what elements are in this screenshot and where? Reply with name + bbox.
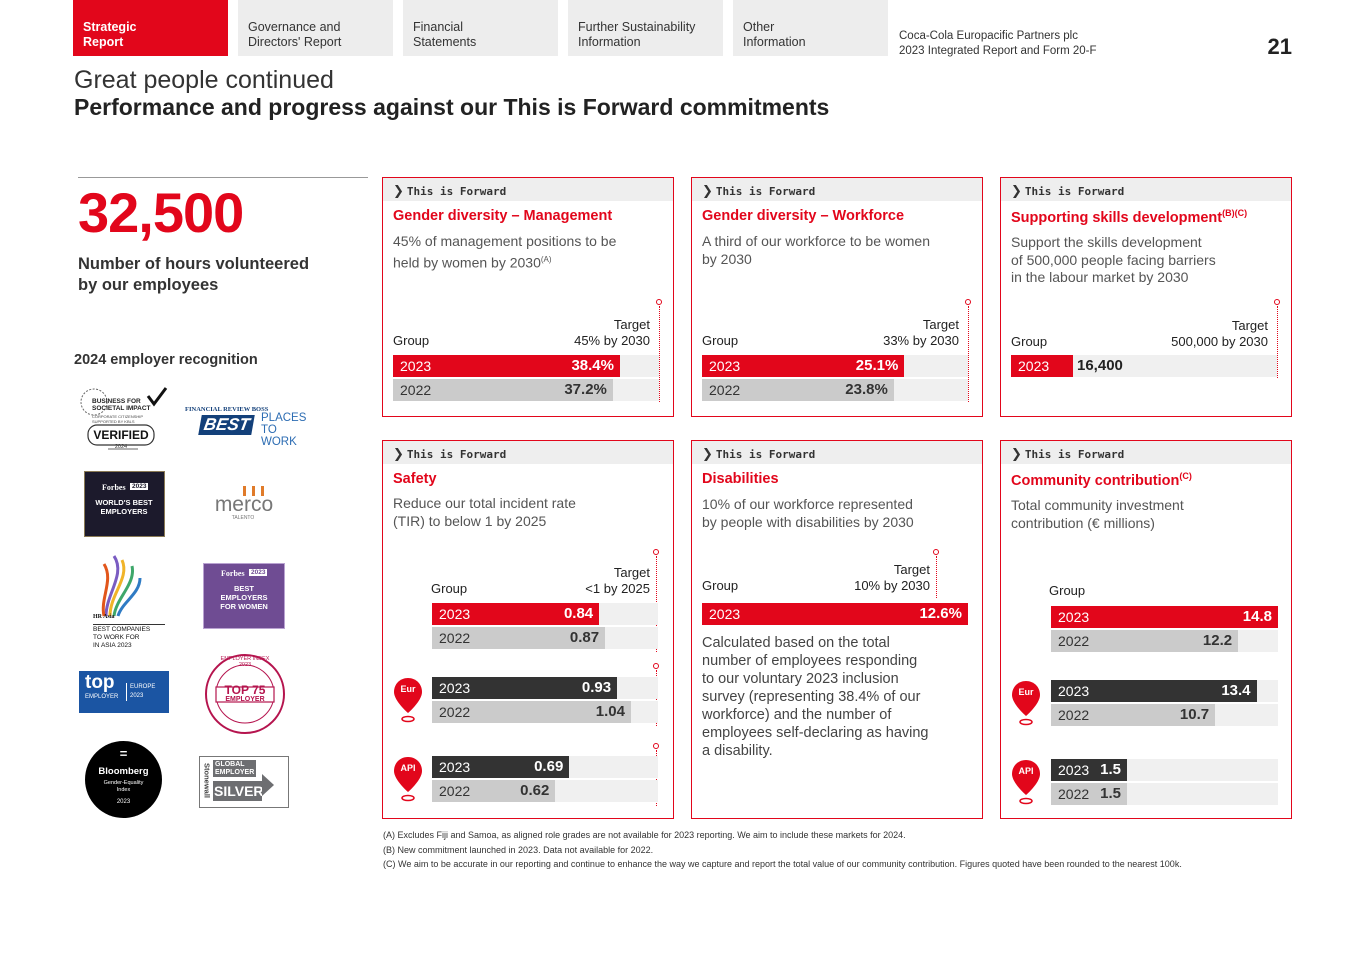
bar-api-2022 — [432, 780, 555, 802]
top75-sub: EMPLOYER — [225, 696, 265, 703]
group-label: Group — [1011, 334, 1048, 349]
bar-year: 2023 — [439, 680, 471, 696]
bar-track — [702, 603, 968, 625]
target-marker — [1274, 299, 1280, 305]
bar-2023 — [1011, 355, 1073, 377]
target-value: 500,000 by 2030 — [1171, 334, 1268, 349]
target-word: Target — [613, 565, 650, 580]
bar-track — [702, 379, 968, 401]
stonewall-silver: SILVER — [214, 783, 264, 799]
target-value: 33% by 2030 — [883, 333, 959, 348]
merco-talento-logo — [203, 483, 283, 525]
bar-2022 — [393, 379, 613, 401]
bloomberg-equal-icon: = — [119, 746, 128, 761]
card-disabilities — [691, 440, 983, 819]
card-title — [1011, 471, 1192, 489]
bar-value: 1.5 — [1100, 761, 1121, 778]
publication-info: Coca-Cola Europacific Partners plc 2023 Integrated Report and Form 20-F — [899, 30, 1097, 57]
top75-ring-text: EMPLOYER INDEX 2023 — [220, 656, 270, 668]
target-label — [585, 565, 650, 597]
bar-value: 16,400 — [1077, 357, 1123, 374]
bar-year: 2023 — [439, 759, 471, 775]
target-marker — [656, 299, 662, 305]
target-line — [968, 306, 969, 402]
bar-track — [1051, 759, 1278, 781]
bar-value: 1.5 — [1100, 785, 1121, 802]
target-word: Target — [893, 562, 930, 577]
forbes1-year: 2023 — [132, 483, 147, 490]
bar-track — [1051, 606, 1278, 628]
target-label — [574, 317, 650, 349]
bar-year: 2023 — [400, 358, 432, 374]
card-header — [1001, 441, 1291, 464]
bar-api-2022 — [1051, 783, 1127, 805]
bar-year: 2022 — [1058, 707, 1090, 723]
forbes1-title: WORLD'S BEST EMPLOYERS — [95, 498, 153, 516]
pin-label: Eur — [1018, 687, 1034, 697]
top-employer-logo — [79, 671, 169, 713]
bar-track — [1051, 783, 1278, 805]
target-word: Target — [1231, 318, 1268, 333]
top-employer-text: EMPLOYER — [85, 694, 119, 700]
bar-value: 13.4 — [1221, 682, 1251, 699]
target-label — [854, 562, 930, 594]
bar-year: 2023 — [1058, 762, 1090, 778]
recognition-title: 2024 employer recognition — [74, 352, 258, 368]
top75-main: TOP 75 — [224, 683, 266, 697]
nav-tab-other-information[interactable]: Other Information — [733, 0, 888, 56]
card-header-text: This is Forward — [715, 448, 816, 461]
bloomberg-brand: Bloomberg — [98, 766, 149, 777]
forbes2-brand: Forbes — [221, 569, 245, 578]
card-header — [383, 441, 673, 464]
target-line — [659, 306, 660, 402]
nav-tab-governance[interactable]: Governance and Directors' Report — [238, 0, 393, 56]
divider — [78, 177, 368, 178]
bar-track — [702, 355, 968, 377]
bar-year: 2023 — [439, 606, 471, 622]
footnote-ref: (B)(C) — [1222, 208, 1248, 218]
nav-tab-strategic-report[interactable]: Strategic Report — [73, 0, 228, 56]
bar-track — [432, 756, 658, 778]
merco-sub: TALENTO — [231, 515, 255, 521]
nav-tab-sustainability[interactable]: Further Sustainability Information — [568, 0, 723, 56]
bar-year: 2022 — [439, 704, 471, 720]
target-value: 10% by 2030 — [854, 578, 930, 593]
bar-group-2023 — [432, 603, 599, 625]
forbes1-brand: Forbes — [102, 483, 126, 492]
bar-year: 2023 — [1058, 609, 1090, 625]
hrasia-text: BEST COMPANIES TO WORK FOR IN ASIA 2023 — [93, 624, 165, 650]
bar-value: 0.69 — [534, 758, 564, 775]
bar-value: 25.1% — [855, 357, 899, 374]
top-brand: top — [85, 672, 115, 693]
card-safety — [382, 440, 674, 819]
bar-year: 2022 — [400, 382, 432, 398]
forbes2-title: BEST EMPLOYERS FOR WOMEN — [220, 584, 268, 611]
bar-value: 0.84 — [563, 605, 594, 622]
card-description: Total community investment contribution (€ millions) — [1011, 497, 1184, 531]
target-marker — [965, 299, 971, 305]
page-subtitle: Great people continued — [74, 66, 334, 94]
afr-best-text: BEST — [198, 415, 255, 435]
card-description: Support the skills development of 500,000 people facing barriers in the labour market by 2030 — [1011, 234, 1216, 285]
stonewall-global: GLOBAL EMPLOYER — [215, 761, 255, 776]
top75-employer-logo — [204, 653, 286, 735]
target-label — [1171, 318, 1268, 350]
bar-value: 1.04 — [595, 703, 625, 720]
bloomberg-gei-logo — [85, 741, 162, 818]
footnote-b: (B) New commitment launched in 2023. Data not available for 2022. — [383, 844, 654, 855]
bar-group-2022 — [432, 627, 605, 649]
card-title: Gender diversity – Workforce — [702, 208, 905, 224]
bar-track — [432, 701, 658, 723]
bar-track — [1051, 704, 1278, 726]
hr-asia-logo — [92, 554, 164, 654]
bar-track — [432, 627, 658, 649]
group-label: Group — [702, 333, 739, 348]
bsi-small-text: CORPORATE CITIZENSHIP SUPPORTED BY KBLS — [92, 414, 144, 424]
card-community-contribution — [1000, 440, 1292, 819]
card-title-text: Supporting skills development — [1011, 209, 1223, 226]
bar-value: 38.4% — [571, 357, 614, 374]
forbes-worlds-best-logo — [84, 471, 165, 537]
card-header-text: This is Forward — [715, 185, 816, 198]
disabilities-note: Calculated based on the total number of employees responding to our voluntary 2023 inclusion survey (representing 38.4% of our workforce) and the number of employees self-declaring as having a disability. — [702, 635, 929, 759]
bar-year: 2023 — [1018, 358, 1050, 374]
bar-eur-2022 — [432, 701, 631, 723]
card-description: 10% of our workforce represented by people with disabilities by 2030 — [702, 496, 914, 530]
target-word: Target — [613, 317, 650, 332]
forbes2-year: 2023 — [251, 569, 266, 576]
bar-value: 12.6% — [919, 605, 962, 622]
footnote-ref: (C) — [1179, 471, 1192, 481]
card-gender-workforce — [691, 177, 983, 417]
europe-pin — [393, 677, 423, 723]
card-header-text: This is Forward — [1024, 185, 1125, 198]
stonewall-silver-logo — [199, 756, 289, 808]
card-header — [1001, 178, 1291, 201]
target-marker — [933, 549, 939, 555]
page-number: 21 — [1267, 34, 1292, 59]
card-title: Gender diversity – Management — [393, 208, 613, 224]
target-word: Target — [922, 317, 959, 332]
card-title-text: Community contribution — [1011, 472, 1180, 489]
chevron-right-icon: ❯ — [702, 447, 713, 462]
bar-value: 14.8 — [1242, 608, 1272, 625]
target-marker — [653, 549, 659, 555]
bar-track — [1051, 680, 1278, 702]
bar-value: 0.93 — [581, 679, 612, 696]
bsi-year-text: 2024 — [114, 444, 128, 450]
bar-track — [393, 379, 659, 401]
bar-group-2022 — [1051, 630, 1238, 652]
bar-api-2023 — [432, 756, 569, 778]
api-pin — [1011, 759, 1041, 805]
bar-2023 — [702, 603, 968, 625]
volunteer-hours-number: 32,500 — [78, 181, 244, 244]
bar-value: 10.7 — [1179, 706, 1210, 723]
group-label: Group — [431, 581, 468, 596]
bar-track — [393, 355, 659, 377]
group-label: Group — [702, 578, 739, 593]
chevron-right-icon: ❯ — [702, 184, 713, 199]
card-description-text: 45% of management positions to be held by women by 2030 — [393, 233, 617, 271]
bar-2023 — [702, 355, 904, 377]
target-label — [883, 317, 959, 349]
bar-2022 — [702, 379, 894, 401]
bar-2023 — [393, 355, 620, 377]
bar-year: 2023 — [709, 606, 741, 622]
bar-eur-2022 — [1051, 704, 1215, 726]
card-title — [1011, 208, 1247, 226]
card-title: Disabilities — [702, 471, 779, 487]
card-header — [692, 178, 982, 201]
bar-year: 2022 — [439, 630, 471, 646]
bar-track — [432, 780, 658, 802]
merco-brand: merco — [214, 493, 274, 516]
bar-value: 37.2% — [564, 381, 607, 398]
bar-value: 23.8% — [845, 381, 888, 398]
page-title: Performance and progress against our This is Forward commitments — [74, 94, 830, 120]
stonewall-brand: Stonewall — [202, 762, 212, 798]
target-marker — [653, 743, 659, 749]
target-value: 45% by 2030 — [574, 333, 650, 348]
footnote-a: (A) Excludes Fiji and Samoa, as aligned role grades are not available for 2023 reporting. We aim to include these markets for 2024. — [383, 830, 906, 840]
bloomberg-year: 2023 — [116, 799, 131, 805]
footnote-ref: (A) — [540, 254, 552, 264]
hr-asia-swirl-graphic — [96, 554, 142, 618]
bar-eur-2023 — [432, 677, 617, 699]
bar-year: 2022 — [1058, 633, 1090, 649]
target-value: <1 by 2025 — [585, 581, 650, 596]
bar-api-2023 — [1051, 759, 1127, 781]
stonewall-arrow-icon — [262, 774, 274, 796]
volunteer-hours-caption: Number of hours volunteered by our employees — [78, 255, 310, 294]
pin-label: API — [400, 763, 416, 773]
europe-pin — [1011, 680, 1041, 726]
card-gender-management — [382, 177, 674, 417]
group-label: Group — [1049, 583, 1086, 598]
chevron-right-icon: ❯ — [1011, 447, 1022, 462]
bar-year: 2023 — [709, 358, 741, 374]
target-line — [1277, 306, 1278, 378]
group-label: Group — [393, 333, 430, 348]
card-header — [692, 441, 982, 464]
bar-year: 2022 — [439, 783, 471, 799]
card-skills-development — [1000, 177, 1292, 417]
footnote-c: (C) We aim to be accurate in our reporting and continue to enhance the way we capture and report the total value of our community contribution. Figures quoted have been rounded to the nearest 100k. — [383, 859, 1182, 869]
bar-group-2023 — [1051, 606, 1278, 628]
bar-track — [1051, 630, 1278, 652]
bar-track — [1011, 355, 1277, 377]
target-line — [936, 556, 937, 598]
afr-best-places-logo — [185, 406, 307, 448]
bloomberg-sub: Gender-Equality Index — [103, 780, 144, 793]
card-description: A third of our workforce to be women by 2030 — [702, 233, 930, 267]
chevron-right-icon: ❯ — [393, 447, 404, 462]
afr-places-text: PLACES TO WORK — [261, 412, 307, 448]
top-navigation — [73, 0, 898, 56]
bar-eur-2023 — [1051, 680, 1257, 702]
bar-value: 0.62 — [520, 782, 550, 799]
card-header-text: This is Forward — [1024, 448, 1125, 461]
target-marker — [653, 663, 659, 669]
pin-label: Eur — [400, 684, 416, 694]
api-pin — [393, 756, 423, 802]
pin-label: API — [1018, 766, 1034, 776]
bar-track — [432, 677, 658, 699]
card-header — [383, 178, 673, 201]
nav-tab-financial-statements[interactable]: Financial Statements — [403, 0, 558, 56]
card-header-text: This is Forward — [406, 185, 507, 198]
card-title: Safety — [393, 471, 437, 487]
card-header-text: This is Forward — [406, 448, 507, 461]
bar-value: 0.87 — [569, 629, 600, 646]
bar-year: 2022 — [1058, 786, 1090, 802]
card-description — [393, 233, 616, 272]
top-region-text: EUROPE 2023 — [126, 683, 155, 701]
chevron-right-icon: ❯ — [393, 184, 404, 199]
bsi-top-text: BUSINESS FOR SOCIETAL IMPACT — [92, 398, 151, 412]
bsi-verified-text: VERIFIED — [93, 428, 149, 442]
hrasia-brand: HR Asia — [93, 614, 115, 620]
bar-year: 2022 — [709, 382, 741, 398]
chevron-right-icon: ❯ — [1011, 184, 1022, 199]
afr-top-text: FINANCIAL REVIEW BOSS — [185, 406, 269, 413]
forbes-women-logo — [203, 563, 285, 629]
bsi-verified-logo — [78, 386, 168, 452]
footnotes — [383, 828, 1182, 872]
bar-year: 2023 — [1058, 683, 1090, 699]
card-description: Reduce our total incident rate (TIR) to below 1 by 2025 — [393, 495, 576, 529]
bar-value: 12.2 — [1202, 632, 1233, 649]
bar-track — [432, 603, 658, 625]
